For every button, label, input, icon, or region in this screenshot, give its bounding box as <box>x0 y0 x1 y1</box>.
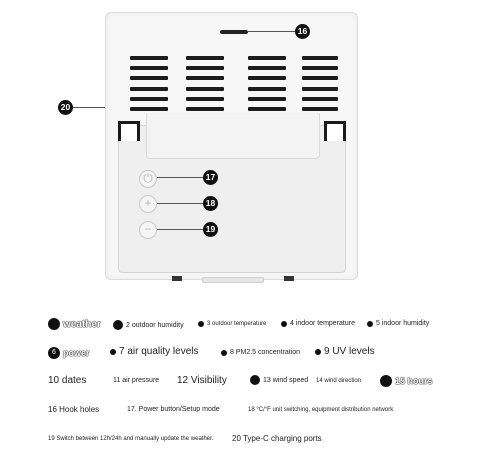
indoor-temperature-icon <box>281 321 287 327</box>
weather-icon <box>48 318 60 330</box>
minus-icon: − <box>144 222 152 236</box>
switch-button[interactable] <box>139 221 157 239</box>
legend-indoor-humidity: 5 indoor humidity <box>367 320 429 327</box>
vent-grille-1 <box>130 56 168 117</box>
legend-air-quality: 7 air quality levels <box>110 346 198 357</box>
legend-power: 6 power <box>48 347 90 359</box>
outdoor-humidity-icon <box>113 320 123 330</box>
indoor-humidity-icon <box>367 321 373 327</box>
legend-visibility: 12 Visibility <box>177 375 227 386</box>
air-quality-icon <box>110 349 116 355</box>
legend-wind-speed: 13 wind speed <box>250 375 308 385</box>
legend-pm25: 8 PM2.5 concentration <box>221 349 300 356</box>
leader-line-17 <box>157 177 203 178</box>
outdoor-temperature-icon <box>198 321 204 327</box>
legend-power-setup: 17. Power button/Setup mode <box>127 406 220 413</box>
callout-20: 20 <box>58 100 73 115</box>
callout-17: 17 <box>203 170 218 185</box>
callout-16: 16 <box>295 24 310 39</box>
legend-air-pressure: 11 air pressure <box>113 377 160 384</box>
hook-hole-slot <box>220 30 248 34</box>
legend-indoor-temperature: 4 indoor temperature <box>281 320 355 327</box>
right-foot <box>284 276 294 281</box>
power-button[interactable] <box>139 170 157 188</box>
legend-charging: 20 Type-C charging ports <box>232 434 322 443</box>
unit-button[interactable] <box>139 195 157 213</box>
pm25-icon <box>221 350 227 356</box>
legend-outdoor-temperature: 3 outdoor temperature <box>198 321 266 327</box>
uv-icon <box>315 349 321 355</box>
leader-line-20 <box>72 107 105 108</box>
legend-outdoor-humidity: 2 outdoor humidity <box>113 320 184 330</box>
power-icon: ⏻ <box>143 171 153 185</box>
legend-unit-switching: 18 °C/°F unit switching, equipment distribution network <box>248 407 394 413</box>
leader-line-18 <box>157 203 203 204</box>
legend-dates: 10 dates <box>48 375 87 386</box>
vent-grille-4 <box>302 56 338 117</box>
charging-port-cover <box>202 277 264 283</box>
legend-time-switch: 19 Switch between 12h/24h and manually update the weather. <box>48 436 214 442</box>
leader-line-16 <box>247 31 295 32</box>
callout-19: 19 <box>203 222 218 237</box>
legend-weather: weather <box>48 318 101 330</box>
kickstand-hinge <box>146 113 320 159</box>
right-stand-hook <box>324 121 346 141</box>
leader-line-19 <box>157 229 203 230</box>
hours-icon <box>380 375 392 387</box>
legend-wind-direction: 14 wind direction <box>316 378 362 384</box>
plus-icon: + <box>144 196 152 210</box>
legend-uv: 9 UV levels <box>315 346 375 357</box>
callout-18: 18 <box>203 196 218 211</box>
power-number-icon: 6 <box>48 347 60 359</box>
left-stand-hook <box>118 121 140 141</box>
wind-speed-icon <box>250 375 260 385</box>
device-back-panel <box>105 12 358 280</box>
left-foot <box>172 276 182 281</box>
legend-hook-holes: 16 Hook holes <box>48 405 100 414</box>
legend-hours: 15 hours <box>380 375 433 387</box>
